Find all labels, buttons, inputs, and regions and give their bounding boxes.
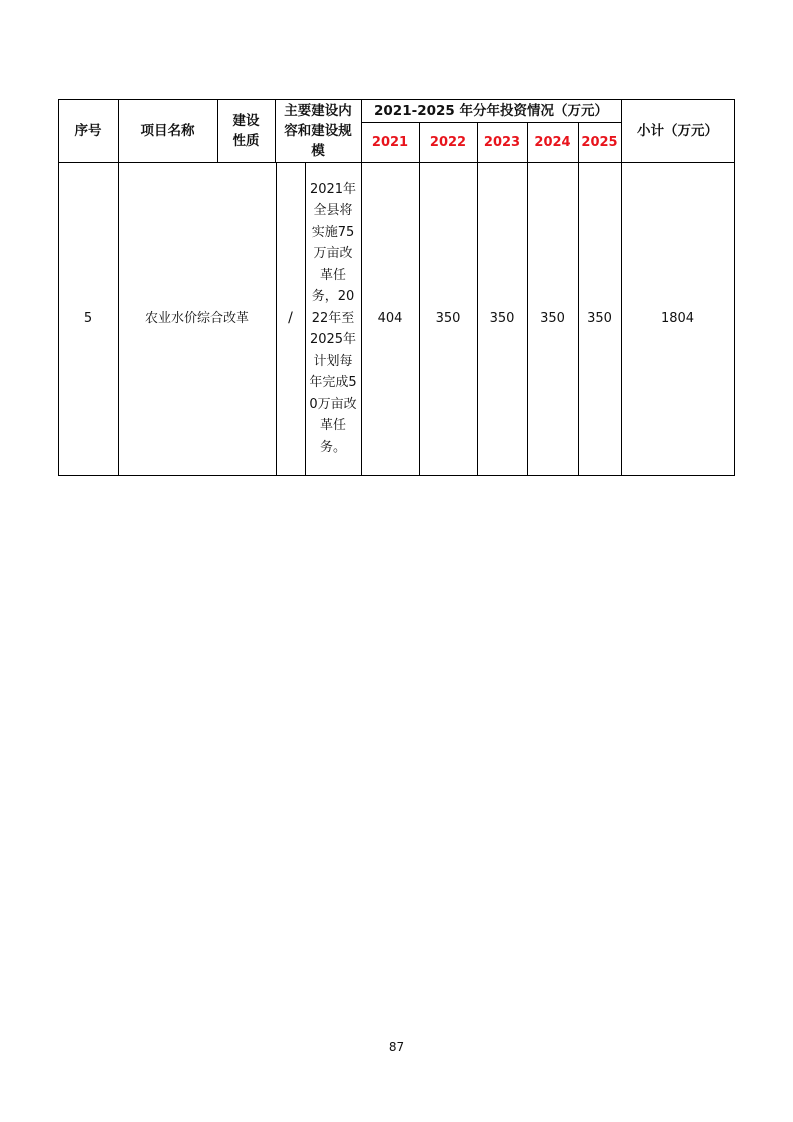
row-index: 5 xyxy=(83,311,93,326)
row-content: 2021年全县将实施75万亩改革任务，2022年至2025年计划每年完成50万亩改革任务。 xyxy=(309,181,357,455)
header-subtotal: 小计（万元） xyxy=(637,122,718,139)
row-investment-2022: 350 xyxy=(435,311,461,326)
row-project-name: 农业水价综合改革 xyxy=(144,311,249,326)
header-year-2021: 2021 xyxy=(371,134,409,150)
row-investment-2021: 404 xyxy=(377,311,403,326)
page-number: 87 xyxy=(388,1040,405,1054)
row-subtotal: 1804 xyxy=(660,311,695,326)
header-project-name: 项目名称 xyxy=(140,122,195,139)
row-investment-2025: 350 xyxy=(587,311,612,326)
header-investment-group: 2021-2025 年分年投资情况（万元） xyxy=(374,102,608,119)
header-nature: 建设性质 xyxy=(232,112,260,149)
header-year-2024: 2024 xyxy=(534,134,571,150)
row-investment-2024: 350 xyxy=(540,311,565,326)
header-index: 序号 xyxy=(74,122,102,139)
row-investment-2023: 350 xyxy=(489,311,515,326)
header-year-2022: 2022 xyxy=(429,134,467,150)
header-year-2023: 2023 xyxy=(483,134,521,150)
row-nature: / xyxy=(288,310,293,326)
header-content: 主要建设内容和建设规模 xyxy=(284,102,352,159)
header-year-2025: 2025 xyxy=(581,134,618,150)
